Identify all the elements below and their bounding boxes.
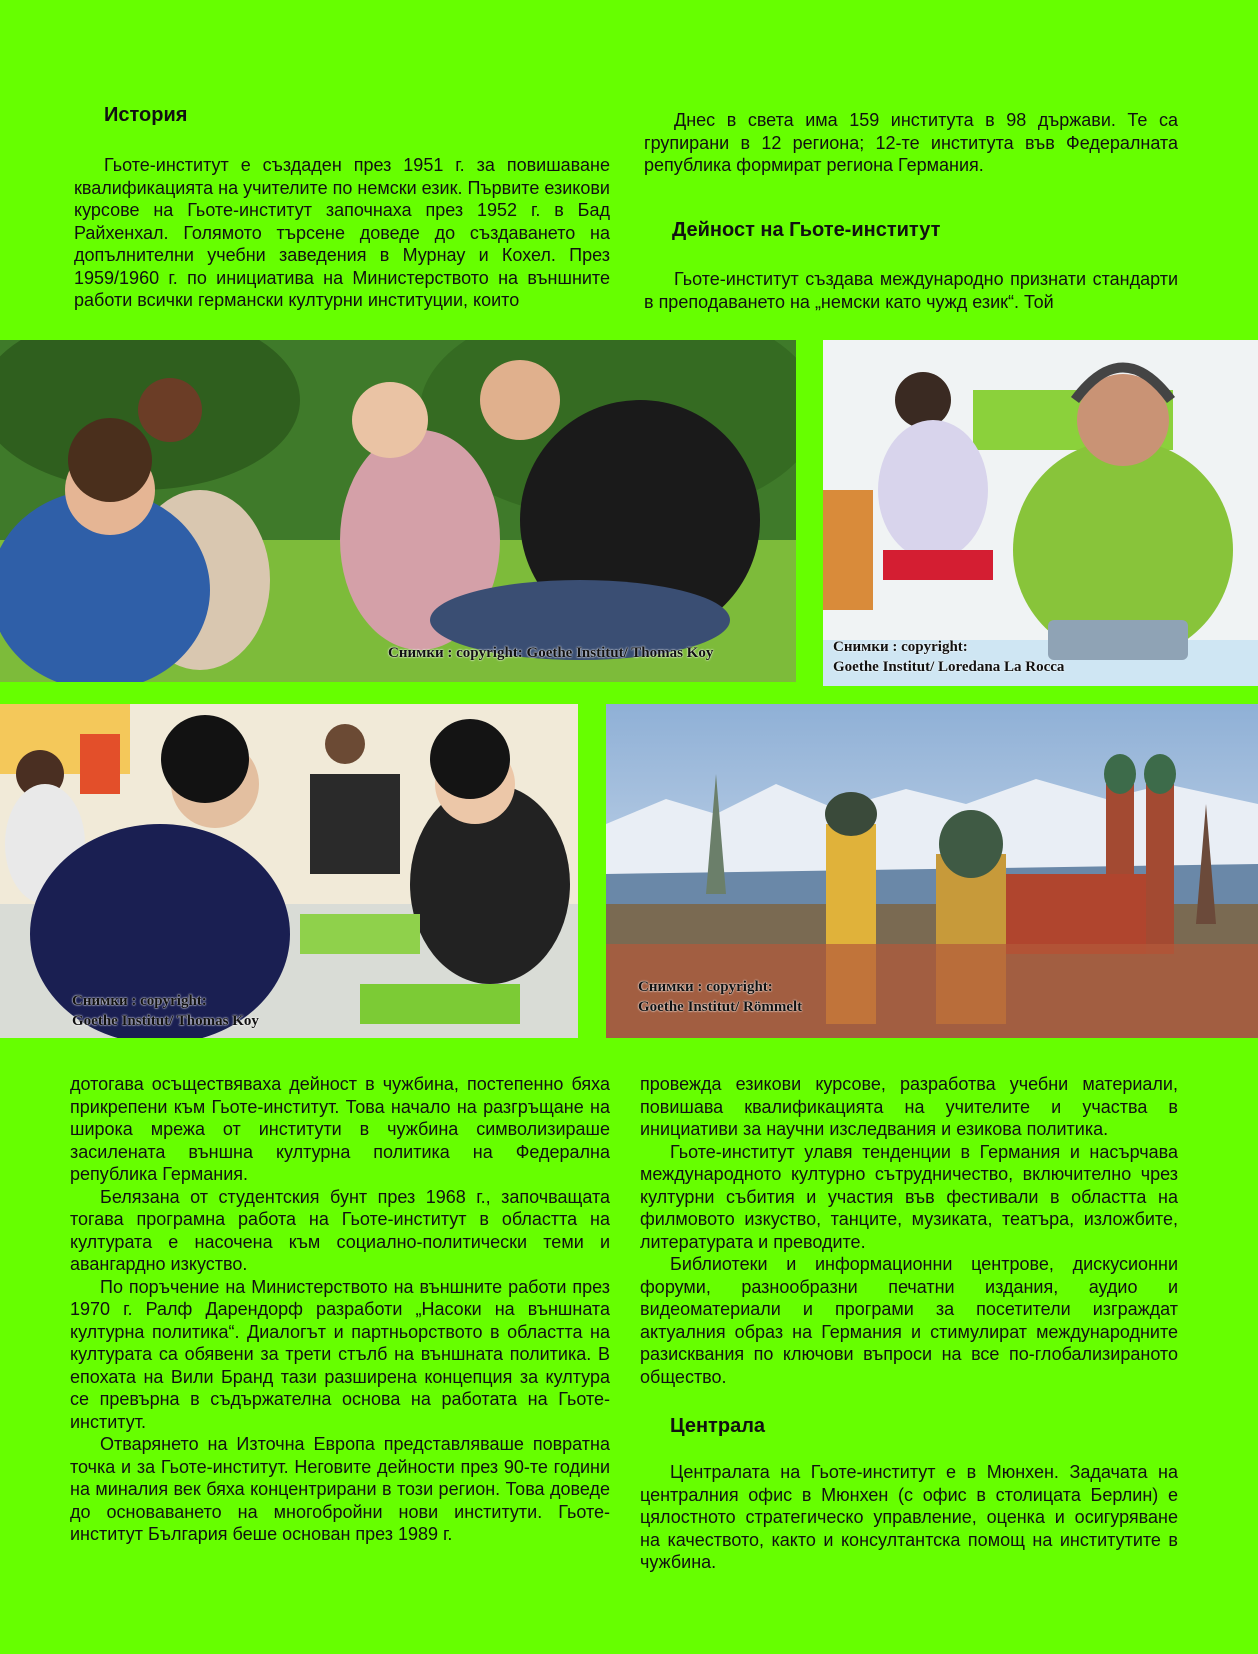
history-p4: Отварянето на Източна Европа представляваше повратна точка и за Гьоте-институт. Неговите дейности през 90-те години на миналия век бяха концентрирани в този регион. Това доведе до основаването на многобройни нови институти. Гьоте-институт България беше основан през 1989 г. [70,1434,610,1544]
photo-classroom [0,704,578,1038]
photo-caption-line1: Снимки : copyright: [833,639,968,655]
photo-caption: Снимки : copyright: Goethe Institut/ Thomas Koy [388,645,714,661]
activity-paragraph: Гьоте-институт създава международно признати стандарти в преподаването на „немски като чужд език“. Той [644,269,1178,312]
activity-p1: провежда езикови курсове, разработва учебни материали, повишава квалификацията на учителите и участва в инициативи за научни изследвания и езикова политика. [640,1074,1178,1139]
activity-p2: Гьоте-институт улавя тенденции в Германия и насърчава международното културно сътрудничество, включително чрез културни събития и участия във фестивали в областта на филмовото изкуство, танците, музиката, театъра, изложбите, литературата и преводите. [640,1141,1178,1252]
institutes-paragraph: Днес в света има 159 института в 98 държави. Те са групирани в 12 региона; 12-те института във Федералната република формират региона Германия. [644,110,1178,175]
history-intro [74,154,610,312]
heading-history: История [104,104,188,126]
photo-caption-line2: Goethe Institut/ Loredana La Rocca [833,659,1065,675]
history-paragraph: Гьоте-институт е създаден през 1951 г. за повишаване квалификацията на учителите по немски език. Първите езикови курсове на Гьоте-институт започнаха през 1952 г. в Бад Райхенхал. Голямото търсене доведе до създаването на допълнителни учебни заведения в Мурнау и Кохел. През 1959/1960 г. по инициатива на Министерството на външните работи всички германски културни институции, които [74,155,610,310]
history-continued [70,1073,610,1546]
photo-students-outdoor [0,340,796,682]
activity-p3: Библиотеки и информационни центрове, дискусионни форуми, разнообразни печатни издания, аудио и видеоматериали и програми за посетители изграждат актуалния образ на Германия и стимулират международните разисквания по ключови въпроси на все по-глобализираното общество. [640,1254,1178,1387]
history-p3: По поръчение на Министерството на външните работи през 1970 г. Ралф Дарендорф разработи „Насоки на външната културна политика“. Диалогът и партньорството в областта на културата са обявени за трети стълб на външната политика. В епохата на Вили Бранд тази разширена концепция за култура се превърна в съдържателна основа на работата на Гьоте-институт. [70,1276,610,1432]
activity-continued [640,1073,1178,1388]
photo-caption-line1: Снимки : copyright: [638,979,773,995]
photo-caption-line1: Снимки : copyright: [72,993,207,1009]
institutes-count [644,109,1178,177]
headquarters-text [640,1461,1178,1574]
photo-munich [606,704,1258,1038]
photo-headphones-man [823,340,1258,686]
heading-activity: Дейност на Гьоте-институт [672,219,941,241]
history-p1: дотогава осъществяваха дейност в чужбина, постепенно бяха прикрепени към Гьоте-институт. Това начало на разгръщане на широка мрежа от институти в чужбина символизираше засилената външна културна политика на Федерална република Германия. [70,1074,610,1184]
photo-caption-line2: Goethe Institut/ Römmelt [638,999,803,1015]
history-p2: Белязана от студентския бунт през 1968 г., започващата тогава програмна работа на Гьоте-институт в областта на културата е насочена към социално-политически теми и авангардно изкуство. [70,1186,610,1274]
activity-intro [644,268,1178,313]
headquarters-paragraph: Централата на Гьоте-институт е в Мюнхен. Задачата на централния офис в Мюнхен (с офис в столицата Берлин) е цялостното стратегическо управление, оценка и осигуряване на качеството, както и консултантска помощ на институтите в чужбина. [640,1462,1178,1572]
photo-caption-line2: Goethe Institut/ Thomas Koy [72,1013,259,1029]
heading-headquarters: Централа [670,1415,766,1437]
